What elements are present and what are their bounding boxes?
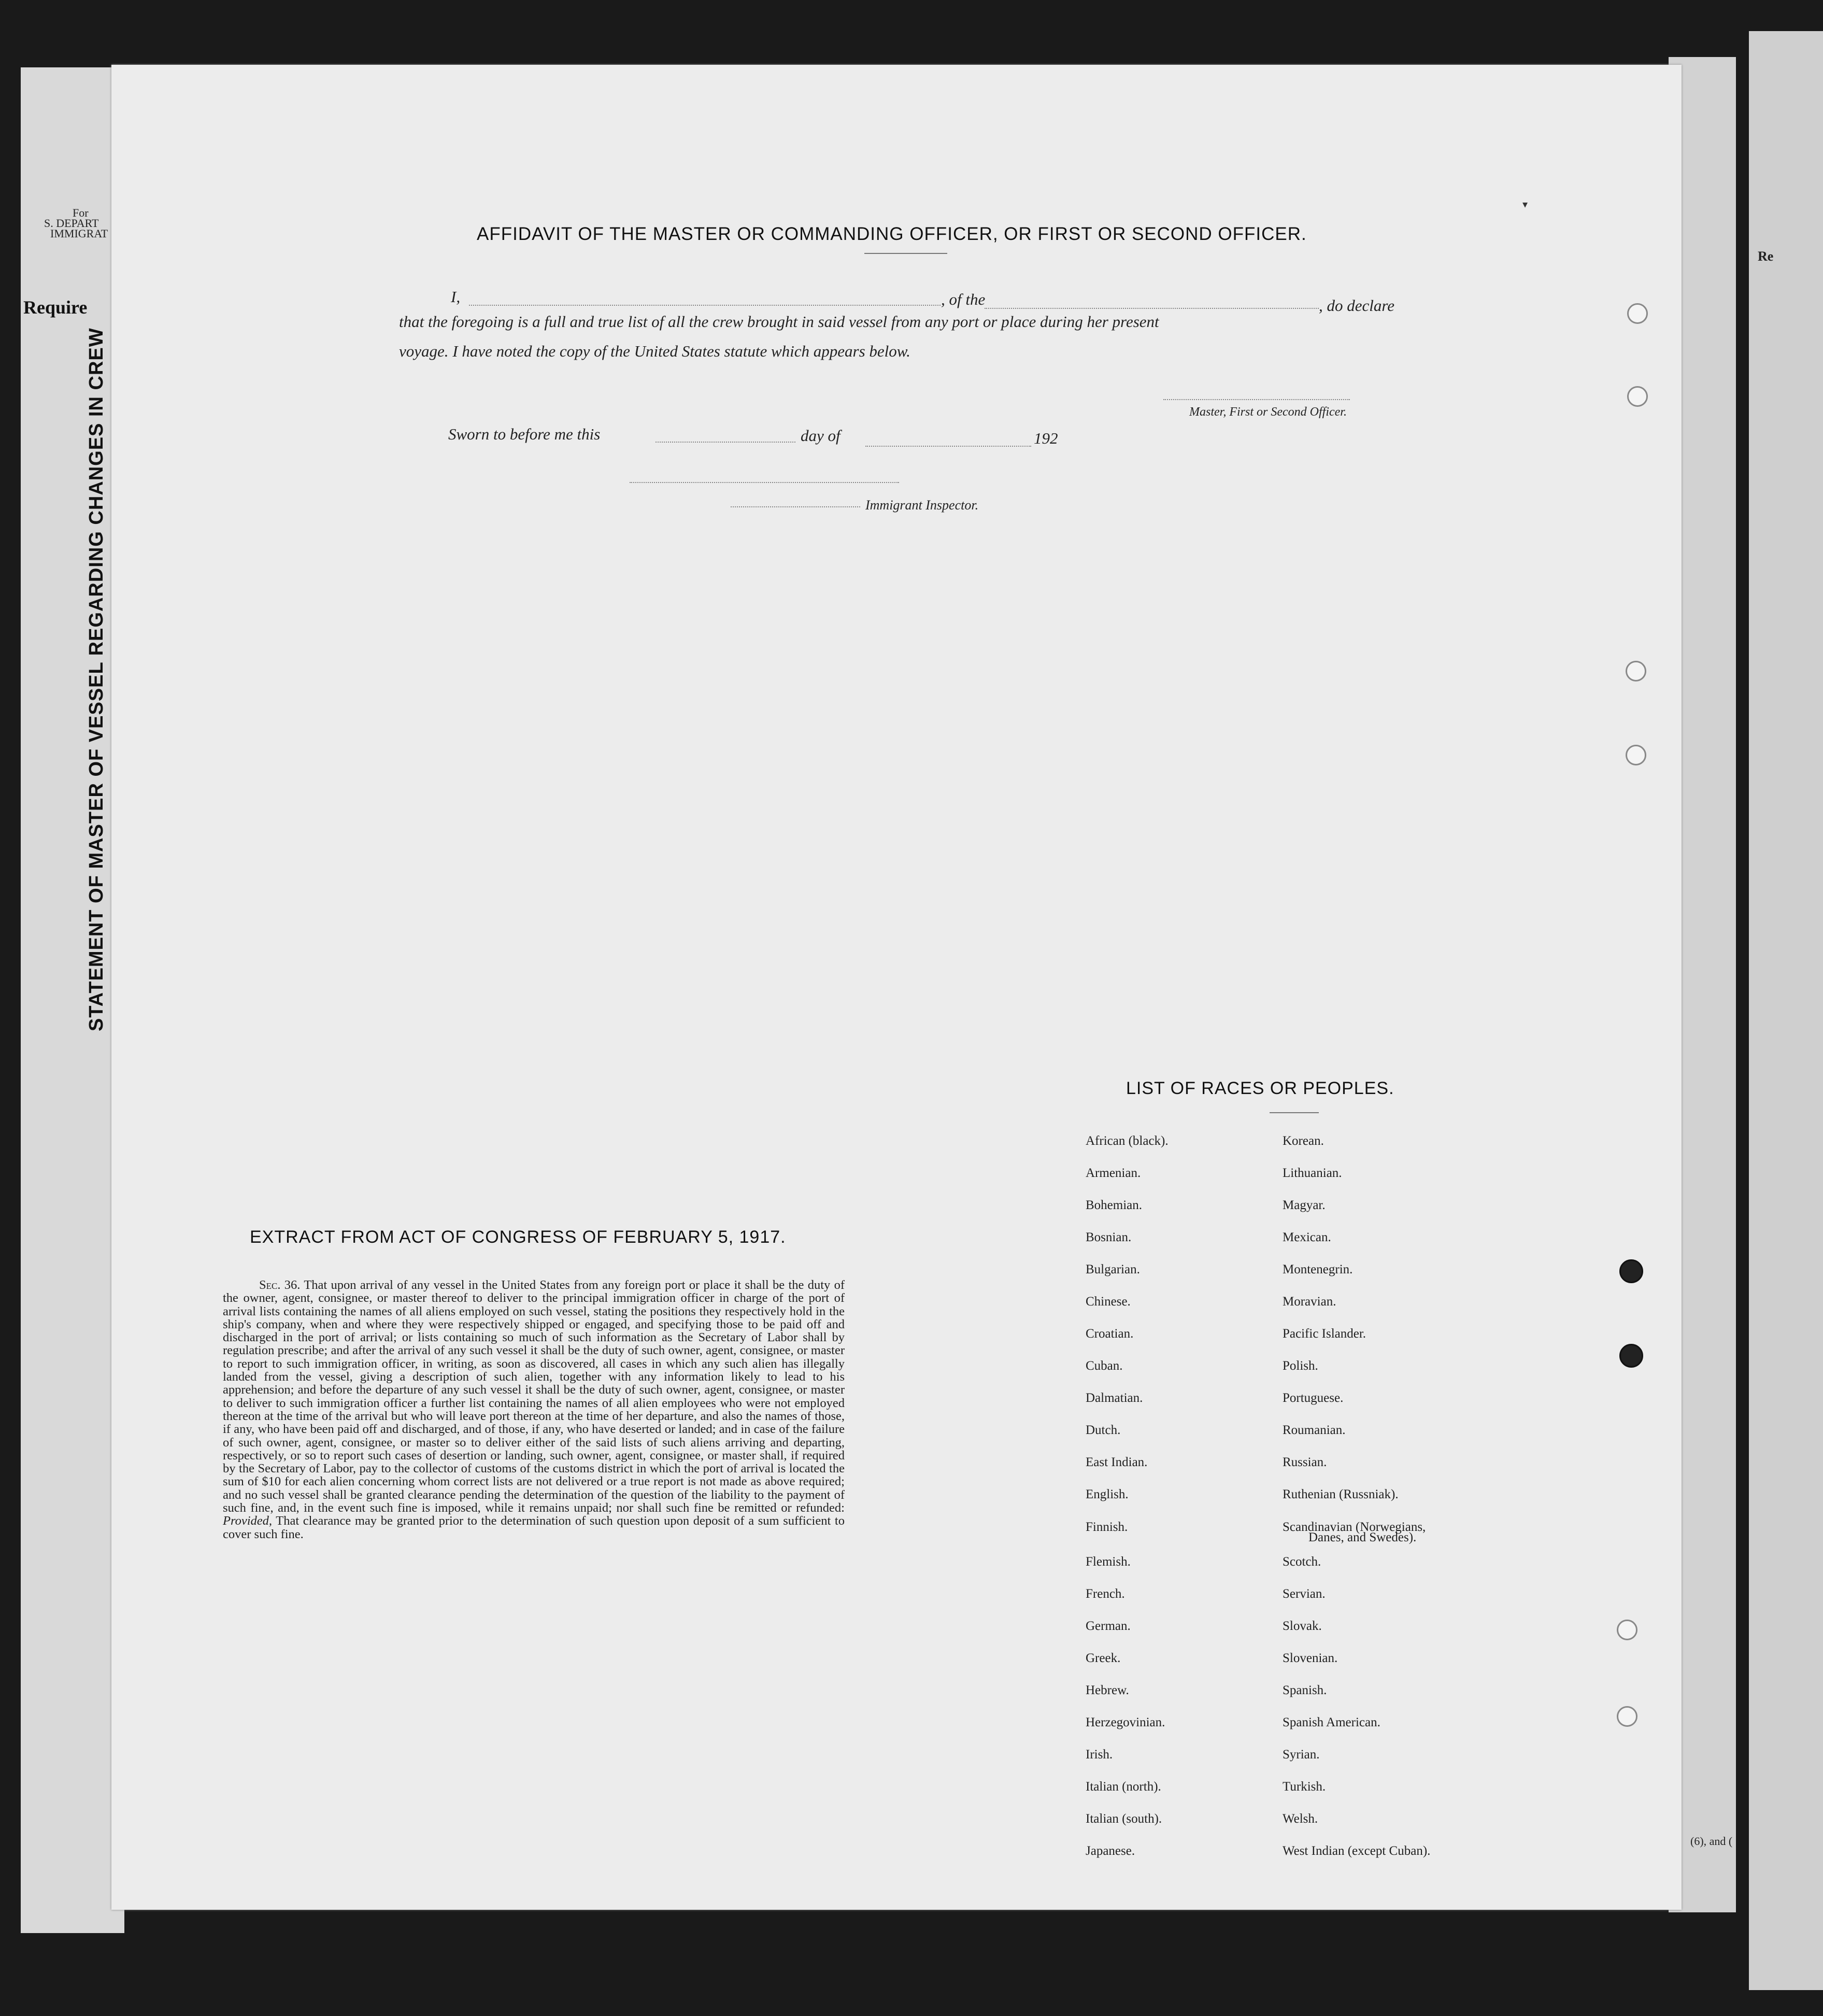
race-item: Russian. [1283,1455,1327,1469]
provided-word: Provided, [223,1514,273,1528]
affidavit-title: AFFIDAVIT OF THE MASTER OR COMMANDING OFFICER, OR FIRST OR SECOND OFFICER. [477,224,1307,244]
races-title: LIST OF RACES OR PEOPLES. [1126,1078,1394,1098]
form-sheet [111,65,1682,1910]
race-item: Spanish. [1283,1683,1327,1697]
race-item: Hebrew. [1086,1683,1129,1697]
right-edge-fragment: Re [1758,249,1774,264]
underlying-sheet-left [21,67,124,1933]
race-item: Mexican. [1283,1230,1331,1244]
vessel-name-field[interactable] [985,308,1319,309]
race-item: Welsh. [1283,1812,1318,1826]
signer-caption: Master, First or Second Officer. [1189,405,1347,419]
race-item: Magyar. [1283,1198,1326,1212]
race-item: Italian (south). [1086,1812,1162,1826]
race-item: Moravian. [1283,1295,1336,1309]
race-item-continuation: Danes, and Swedes). [1308,1530,1417,1544]
race-item: Montenegrin. [1283,1262,1353,1276]
inspector-signature-field[interactable] [630,482,899,483]
race-item: Cuban. [1086,1359,1123,1373]
race-item: Flemish. [1086,1555,1131,1569]
race-item: Finnish. [1086,1520,1128,1534]
binder-hole [1626,745,1646,765]
affidavit-line1-start: I, [451,288,461,306]
binder-hole [1617,1620,1637,1640]
binder-hole [1617,1706,1637,1727]
race-item: Irish. [1086,1748,1113,1762]
corner-mark: ▾ [1522,199,1528,210]
race-item: German. [1086,1619,1131,1633]
race-item: Greek. [1086,1651,1121,1665]
affidavit-line1-mid: , of the [941,290,986,308]
extract-text-part2: That clearance may be granted prior to the determination of such question upon deposit of a sum sufficient to cover such fine. [223,1514,845,1541]
race-item: Japanese. [1086,1844,1135,1858]
right-edge-fragment: (6), and ( [1690,1835,1733,1848]
binder-hole [1619,1259,1643,1283]
race-item: Lithuanian. [1283,1166,1342,1180]
race-item: French. [1086,1587,1125,1601]
binder-hole [1627,386,1648,407]
extract-body [223,1279,845,1541]
left-edge-required-text: Require [23,297,88,318]
race-item: Slovenian. [1283,1651,1338,1665]
master-name-field[interactable] [469,305,941,306]
race-item: West Indian (except Cuban). [1283,1844,1431,1858]
sworn-year: 192 [1034,429,1058,447]
extract-text-part1: That upon arrival of any vessel in the United States from any foreign port or place it shall be the duty of the owner, agent, consignee, or master thereof to deliver to the principal immigration officer in charge of the port of arrival lists containing the names of all aliens employed on such vessel, stating the positions they respectively hold in the ship's company, when and where they were respectively shipped or engaged, and specifying those to be paid off and discharged in the port of arrival; or lists containing so much of such information as the Secretary of Labor shall by regulation prescribe; and after the arrival of any such vessel it shall be the duty of such owner, agent, consignee, or master to report to such immigration officer, in writing, as soon as discovered, all cases in which any such alien has illegally landed from the vessel, giving a description of such alien, together with any information likely to lead to his apprehension; and before the departure of any such vessel it shall be the duty of such owner, agent, consignee, or master to deliver to such immigration officer a further list containing the names of all alien employees who were not employed thereon at the time of the arrival but who will leave port thereon at the time of her departure, and also the names of those, if any, who have been paid off and discharged, and of those, if any, who have deserted or landed; and in case of the failure of such owner, agent, consignee, or master so to deliver either of the said lists of such aliens arriving and departing, respectively, or so to report such cases of desertion or landing, such owner, agent, consignee, or master shall, if required by the Secretary of Labor, pay to the collector of customs of the customs district in which the port of arrival is located the sum of $10 for each alien concerning whom correct lists are not delivered or a true report is not made as above required; and no such vessel shall be granted clearance pending the determination of the question of the liability to the payment of such fine, and, in the event such fine is imposed, while it remains unpaid; nor shall such fine be remitted or refunded: [223,1278,845,1515]
race-item: Servian. [1283,1587,1326,1601]
affidavit-line2: that the foregoing is a full and true list of all the crew brought in said vessel from any port or place during her present [399,313,1159,331]
race-item: Bohemian. [1086,1198,1143,1212]
section-label: Sec. 36. [259,1278,301,1292]
race-item: Dutch. [1086,1423,1121,1437]
race-item: Syrian. [1283,1748,1320,1762]
sworn-text: Sworn to before me this [448,425,601,443]
binder-hole [1619,1344,1643,1368]
sworn-month-field[interactable] [865,446,1031,447]
race-item: Bosnian. [1086,1230,1132,1244]
races-title-rule [1270,1112,1319,1113]
race-item: Korean. [1283,1134,1324,1148]
affidavit-line1-end: , do declare [1319,296,1395,315]
race-item: Armenian. [1086,1166,1141,1180]
race-item: Roumanian. [1283,1423,1346,1437]
inspector-signature-field-2[interactable] [731,506,860,507]
affidavit-line3: voyage. I have noted the copy of the United States statute which appears below. [399,342,910,360]
sworn-day-field[interactable] [656,442,795,443]
officer-signature-field[interactable] [1163,399,1350,400]
adjacent-page-strip [1749,31,1823,1990]
race-item: Dalmatian. [1086,1391,1143,1405]
race-item: English. [1086,1487,1129,1501]
race-item: Slovak. [1283,1619,1322,1633]
race-item: East Indian. [1086,1455,1148,1469]
race-item: Turkish. [1283,1780,1326,1794]
race-item: Portuguese. [1283,1391,1344,1405]
race-item: Polish. [1283,1359,1318,1373]
race-item: Spanish American. [1283,1715,1380,1729]
day-of-text: day of [801,427,841,445]
binder-hole [1626,661,1646,682]
race-item: Bulgarian. [1086,1262,1140,1276]
race-item: Pacific Islander. [1283,1327,1366,1341]
left-edge-fragment: For [73,206,89,219]
side-title: STATEMENT OF MASTER OF VESSEL REGARDING CHANGES IN CREW [86,328,107,1031]
binder-hole [1627,303,1648,324]
race-item: Croatian. [1086,1327,1134,1341]
left-edge-fragment: S. DEPART [44,217,99,230]
left-edge-fragment: IMMIGRAT [50,227,108,240]
extract-title: EXTRACT FROM ACT OF CONGRESS OF FEBRUARY 5, 1917. [250,1227,786,1247]
affidavit-title-rule [864,253,947,254]
race-item: Scotch. [1283,1555,1321,1569]
race-item: Scandinavian (Norwegians, [1283,1520,1426,1534]
race-item: Chinese. [1086,1295,1131,1309]
race-item: African (black). [1086,1134,1169,1148]
inspector-caption: Immigrant Inspector. [865,498,979,513]
race-item: Herzegovinian. [1086,1715,1165,1729]
race-item: Ruthenian (Russniak). [1283,1487,1399,1501]
race-item: Italian (north). [1086,1780,1161,1794]
